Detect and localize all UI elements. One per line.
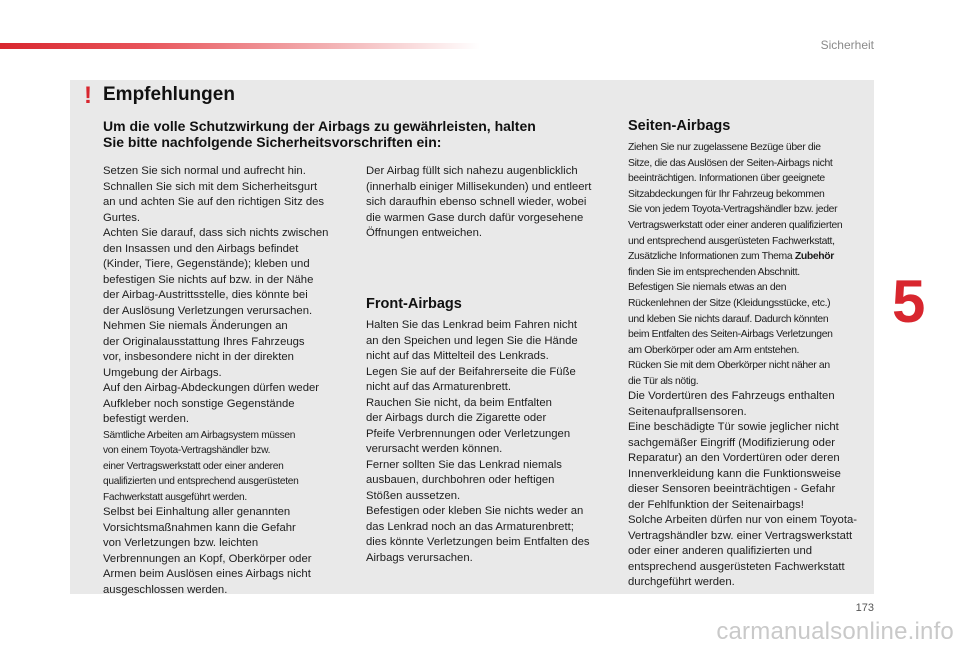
text-line: Verbrennungen an Kopf, Oberkörper oder (103, 552, 312, 565)
seiten-lines-2 (628, 265, 872, 390)
column-1 (103, 164, 355, 598)
text-line: Airbags verursachen. (366, 551, 473, 564)
text-line: sich daraufhin ebenso schnell wieder, wobei (366, 196, 587, 208)
text-line: Eine beschädigte Tür sowie jeglicher nicht (628, 421, 839, 433)
text-line: Befestigen oder kleben Sie nichts weder an (366, 505, 584, 517)
text-line: Sitzabdeckungen für Ihr Fahrzeug bekommen (628, 188, 825, 200)
text-line: Selbst bei Einhaltung aller genannten (103, 506, 291, 518)
text-line: Seitenaufprallsensoren. (628, 405, 747, 418)
text-line: Auf den Airbag-Abdeckungen dürfen weder (103, 382, 320, 394)
header-accent-bar (0, 43, 480, 49)
text-line: beeinträchtigen. Informationen über geeignete (628, 173, 825, 185)
col1-tail (103, 505, 355, 598)
text-line: Legen Sie auf der Beifahrerseite die Füße (366, 365, 576, 378)
side-airbags-text (628, 140, 872, 390)
text-line: verursacht werden können. (366, 443, 503, 455)
text-line: von Verletzungen bzw. leichten (103, 537, 259, 549)
col1-small (103, 428, 355, 506)
text-line: von einem Toyota-Vertragshändler bzw. (103, 445, 271, 456)
text-line: und kleben Sie nichts darauf. Dadurch könnten (628, 313, 829, 325)
text-line: ausgeschlossen werden. (103, 583, 228, 596)
accessories-note-prefix: Zusätzliche Informationen zum Thema (628, 251, 795, 263)
text-line: Der Airbag füllt sich nahezu augenblicklich (366, 165, 578, 177)
text-line: oder einer anderen qualifizierten und (628, 545, 813, 557)
text-line: die warmen Gase durch dafür vorgesehene (366, 211, 584, 224)
accessories-link-text: Zubehör (794, 251, 834, 263)
text-line: die Tür als nötig. (628, 375, 699, 387)
text-line: (innerhalb einiger Millisekunden) und entleert (366, 180, 592, 193)
text-line: nicht auf das Mittelteil des Lenkrads. (366, 350, 549, 362)
seiten-lines (628, 140, 872, 249)
text-line: der Airbag-Austrittsstelle, dies könnte bei (103, 289, 308, 301)
col1-main (103, 164, 355, 428)
text-line: nicht auf das Armaturenbrett. (366, 381, 512, 393)
text-line: an den Speichen und legen Sie die Hände (366, 334, 578, 347)
text-line: dies könnte Verletzungen beim Entfalten des (366, 536, 590, 548)
warning-icon: ! (84, 82, 92, 109)
text-line: ausbauen, durchbohren oder heftigen (366, 474, 555, 486)
text-line: Rauchen Sie nicht, da beim Entfalten (366, 396, 552, 409)
panel-title: Empfehlungen (103, 84, 235, 105)
text-line: Sämtliche Arbeiten am Airbagsystem müssen (103, 429, 296, 441)
door-sensors-text (628, 389, 872, 591)
text-line: Achten Sie darauf, dass sich nichts zwischen (103, 227, 329, 239)
text-line: Pfeife Verbrennungen oder Verletzungen (366, 427, 571, 440)
front-airbags-heading: Front-Airbags (366, 296, 462, 312)
text-line: Vertragswerkstatt oder einer anderen qualifizierten (628, 219, 843, 231)
text-line: Vorsichtsmaßnahmen kann die Gefahr (103, 521, 296, 534)
text-line: Ferner sollten Sie das Lenkrad niemals (366, 458, 562, 471)
text-line: finden Sie im entsprechenden Abschnitt. (628, 266, 800, 278)
text-line: durchgeführt werden. (628, 576, 735, 588)
text-line: Sitze, die das Auslösen der Seiten-Airbags nicht (628, 157, 833, 169)
front-airbags-text (366, 318, 618, 566)
text-line: der Fehlfunktion der Seitenairbags! (628, 498, 804, 511)
intro-heading-line: Um die volle Schutzwirkung der Airbags zu gewährleisten, halten (103, 118, 536, 134)
text-line: der Originalausstattung Ihres Fahrzeugs (103, 335, 305, 348)
text-line: Aufkleber noch sonstige Gegenstände (103, 397, 295, 410)
accessories-note (628, 249, 872, 265)
text-line: befestigt werden. (103, 413, 190, 425)
chapter-number: 5 (892, 268, 926, 335)
side-airbags-heading: Seiten-Airbags (628, 118, 731, 134)
text-line: einer Vertragswerkstatt oder einer anderen (103, 460, 284, 472)
text-line: der Airbags durch die Zigarette oder (366, 412, 547, 424)
page-number: 173 (855, 602, 874, 614)
text-line: qualifizierten und entsprechend ausgerüsteten (103, 476, 299, 487)
text-line: dieser Sensoren beeinträchtigen - Gefahr (628, 483, 836, 495)
front-lines (366, 318, 618, 566)
text-line: den Insassen und den Airbags befindet (103, 242, 299, 255)
text-line: sachgemäßer Eingriff (Modifizierung oder (628, 436, 835, 449)
text-line: Schnallen Sie sich mit dem Sicherheitsgurt (103, 180, 318, 193)
col3-tail (628, 389, 872, 591)
text-line: Ziehen Sie nur zugelassene Bezüge über die (628, 142, 821, 153)
watermark: carmanualsonline.info (716, 618, 954, 645)
text-line: Rückenlehnen der Sitze (Kleidungsstücke, etc.) (628, 297, 831, 309)
text-line: Gurtes. (103, 211, 141, 224)
text-line: beim Entfalten des Seiten-Airbags Verletzungen (628, 329, 833, 341)
text-line: Vertragshändler bzw. einer Vertragswerkstatt (628, 529, 853, 542)
text-line: vor, insbesondere nicht in der direkten (103, 351, 294, 363)
text-line: Öffnungen entweichen. (366, 227, 482, 239)
text-line: Solche Arbeiten dürfen nur von einem Toyota- (628, 514, 858, 526)
text-line: Die Vordertüren des Fahrzeugs enthalten (628, 390, 835, 402)
text-line: Nehmen Sie niemals Änderungen an (103, 320, 288, 332)
text-line: befestigen Sie nichts auf bzw. in der Nähe (103, 273, 314, 286)
intro-heading (103, 118, 613, 150)
text-line: Befestigen Sie niemals etwas an den (628, 282, 787, 294)
text-line: Fachwerkstatt ausgeführt werden. (103, 491, 247, 503)
text-line: Setzen Sie sich normal und aufrecht hin. (103, 165, 306, 177)
col2-main (366, 164, 618, 242)
intro-heading-line: Sie bitte nachfolgende Sicherheitsvorschriften ein: (103, 134, 442, 150)
text-line: Innenverkleidung kann die Funktionsweise (628, 467, 841, 480)
text-line: Reparatur) an den Vordertüren oder deren (628, 452, 840, 464)
text-line: Stößen aussetzen. (366, 489, 461, 502)
text-line: der Auslösung Verletzungen verursachen. (103, 304, 313, 317)
text-line: Umgebung der Airbags. (103, 366, 222, 379)
text-line: am Oberkörper oder am Arm entstehen. (628, 344, 800, 356)
text-line: Rücken Sie mit dem Oberkörper nicht näher an (628, 360, 830, 372)
text-line: Armen beim Auslösen eines Airbags nicht (103, 568, 311, 580)
column-2-intro (366, 164, 618, 242)
section-title: Sicherheit (820, 38, 874, 52)
text-line: Sie von jedem Toyota-Vertragshändler bzw. jeder (628, 204, 838, 216)
text-line: entsprechend ausgerüsteten Fachwerkstatt (628, 560, 845, 573)
text-line: das Lenkrad noch an das Armaturenbrett; (366, 520, 574, 533)
text-line: Halten Sie das Lenkrad beim Fahren nicht (366, 319, 577, 331)
text-line: und entsprechend ausgerüsteten Fachwerkstatt, (628, 235, 835, 247)
text-line: an und achten Sie auf den richtigen Sitz des (103, 196, 325, 208)
text-line: (Kinder, Tiere, Gegenstände); kleben und (103, 258, 310, 270)
